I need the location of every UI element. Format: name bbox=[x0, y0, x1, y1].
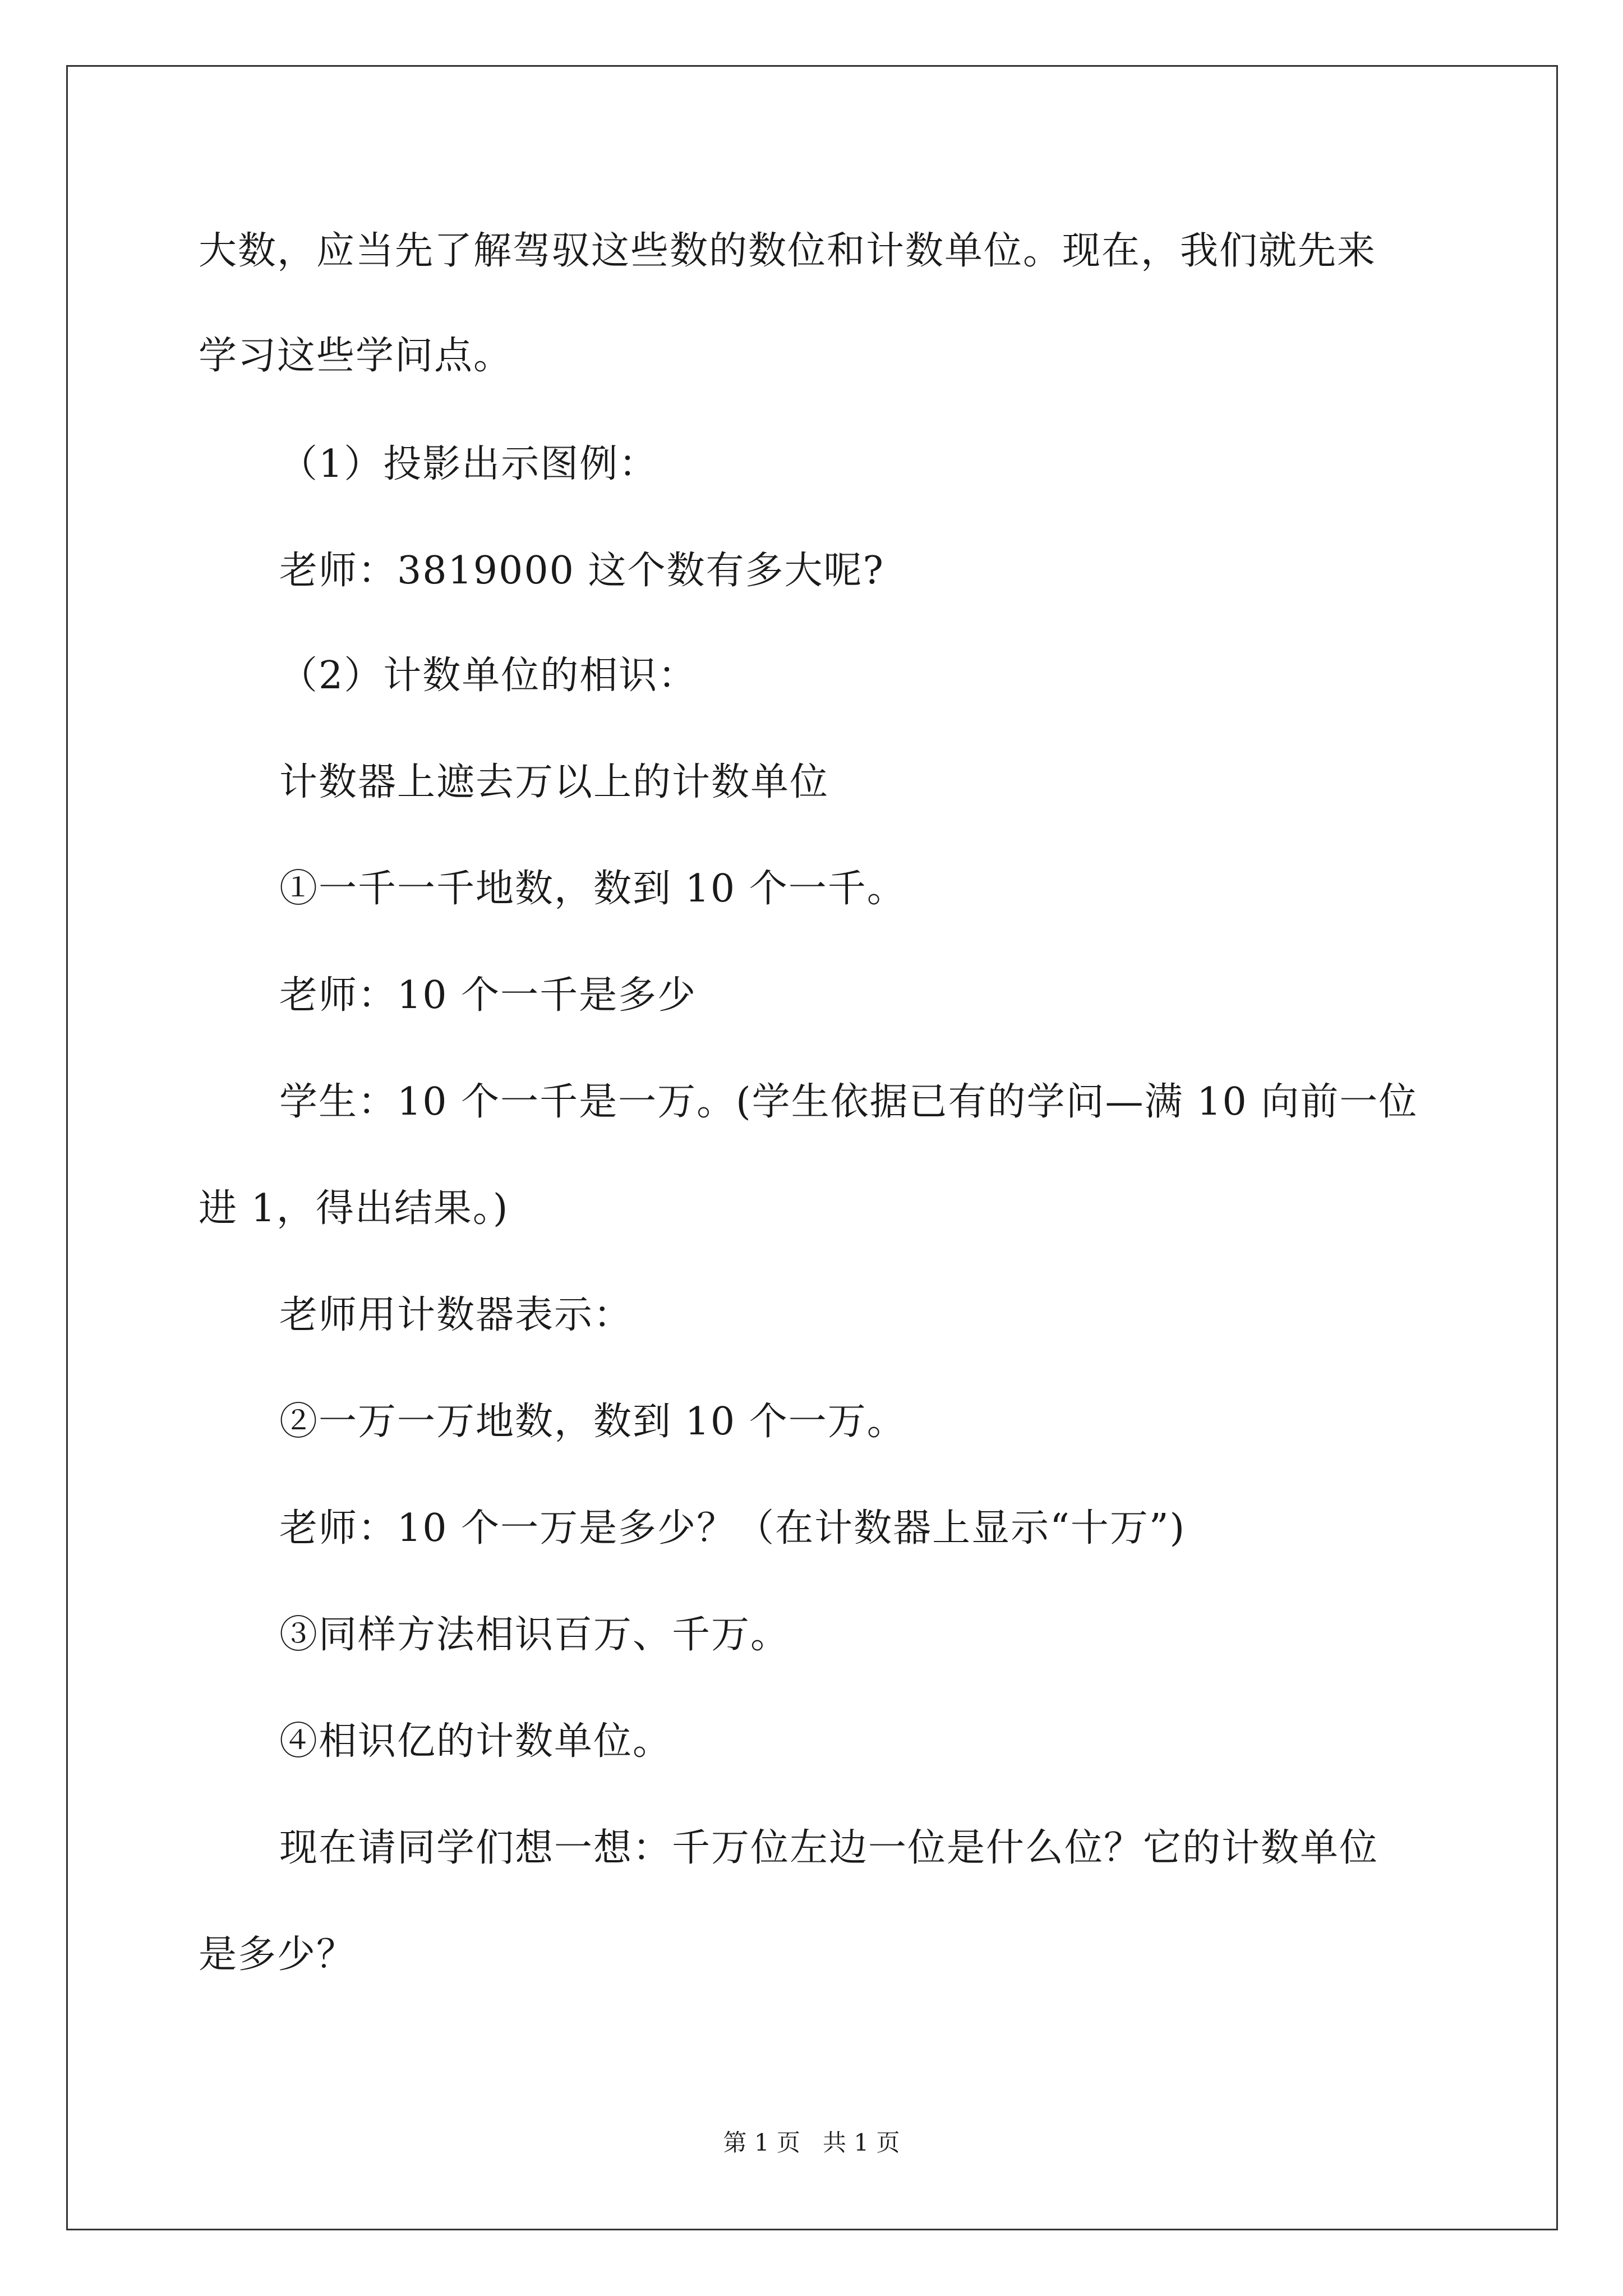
paragraph-line: 老师：3819000 这个数有多大呢? bbox=[279, 549, 884, 593]
page-border bbox=[66, 65, 1558, 2230]
paragraph-line: （2）计数单位的相识： bbox=[279, 654, 698, 698]
paragraph-line: 老师：10 个一万是多少？（在计数器上显示“十万”) bbox=[279, 1506, 1186, 1550]
paragraph-line: 老师：10 个一千是多少 bbox=[279, 973, 697, 1018]
paragraph-line: 是多少？ bbox=[199, 1932, 356, 1977]
paragraph-line: 大数，应当先了解驾驭这些数的数位和计数单位。现在，我们就先来 bbox=[199, 229, 1377, 273]
paragraph-line: （1）投影出示图例： bbox=[279, 442, 658, 486]
paragraph-line: 计数器上遮去万以上的计数单位 bbox=[279, 760, 829, 804]
paragraph-line: ②一万一万地数，数到 10 个一万。 bbox=[279, 1400, 906, 1444]
paragraph-line: 学习这些学问点。 bbox=[199, 334, 513, 378]
paragraph-line: 学生：10 个一千是一万。(学生依据已有的学问—满 10 向前一位 bbox=[279, 1080, 1418, 1124]
paragraph-line: ③同样方法相识百万、千万。 bbox=[279, 1613, 790, 1657]
paragraph-line: 进 1，得出结果。) bbox=[199, 1186, 509, 1231]
page-number-footer: 第 1 页 共 1 页 bbox=[723, 2129, 900, 2156]
paragraph-line: ①一千一千地数，数到 10 个一千。 bbox=[279, 867, 906, 911]
paragraph-line: ④相识亿的计数单位。 bbox=[279, 1719, 672, 1764]
paragraph-line: 老师用计数器表示： bbox=[279, 1293, 633, 1337]
paragraph-line: 现在请同学们想一想：千万位左边一位是什么位？它的计数单位 bbox=[279, 1826, 1379, 1870]
